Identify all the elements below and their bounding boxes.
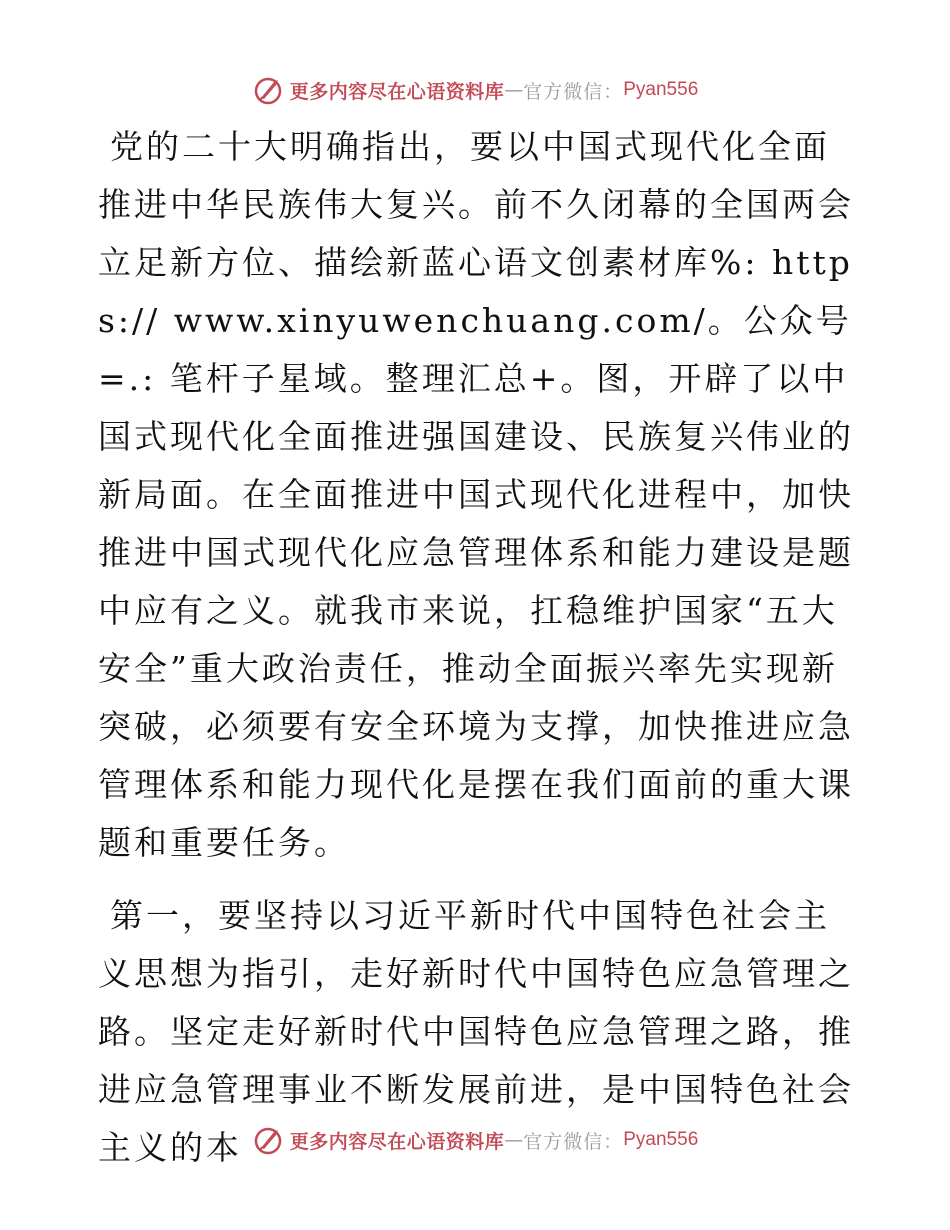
paragraph-1-text: 党的二十大明确指出，要以中国式现代化全面推进中华民族伟大复兴。前不久闭幕的全国两会立足新方位、描绘新蓝心语文创素材库%: https:// www.xinyuwenchuang.com/。公众号=.: 笔杆子星域。整理汇总+。图，开辟了以中国式现代化全面推进强国建设、民族复兴伟业的新局面。在全面推进中国式现代化进程中，加快推进中国式现代化应急管理体系和能力建设是题中应有之义。就我市来说，扛稳维护国家“五大安全”重大政治责任，推动全面振兴率先实现新突破，必须要有安全环境为支撑，加快推进应急管理体系和能力现代化是摆在我们面前的重大课题和重要任务。 — [98, 127, 854, 862]
quill-pen-logo-icon — [252, 1124, 284, 1156]
header-watermark — [0, 70, 950, 110]
paragraph-2-text: 第一，要坚持以习近平新时代中国特色社会主义思想为指引，走好新时代中国特色应急管理之路。坚定走好新时代中国特色应急管理之路，推进应急管理事业不断发展前进，是中国特色社会主义的本 — [98, 896, 854, 1167]
watermark-official-label: 官方微信： — [523, 80, 624, 103]
document-body — [98, 118, 858, 1177]
watermark-lead-text: 更多内容尽在心语资料库 — [289, 80, 505, 103]
watermark-dash: — — [504, 1129, 524, 1151]
watermark-account: Pyan556 — [623, 1129, 699, 1150]
watermark-account: Pyan556 — [623, 79, 699, 100]
watermark-official-label: 官方微信： — [523, 1130, 624, 1153]
paragraph-1 — [98, 118, 858, 872]
watermark-lead-text: 更多内容尽在心语资料库 — [289, 1130, 505, 1153]
footer-watermark — [0, 1120, 950, 1160]
quill-pen-logo-icon — [252, 74, 284, 106]
watermark-dash: — — [504, 79, 524, 101]
